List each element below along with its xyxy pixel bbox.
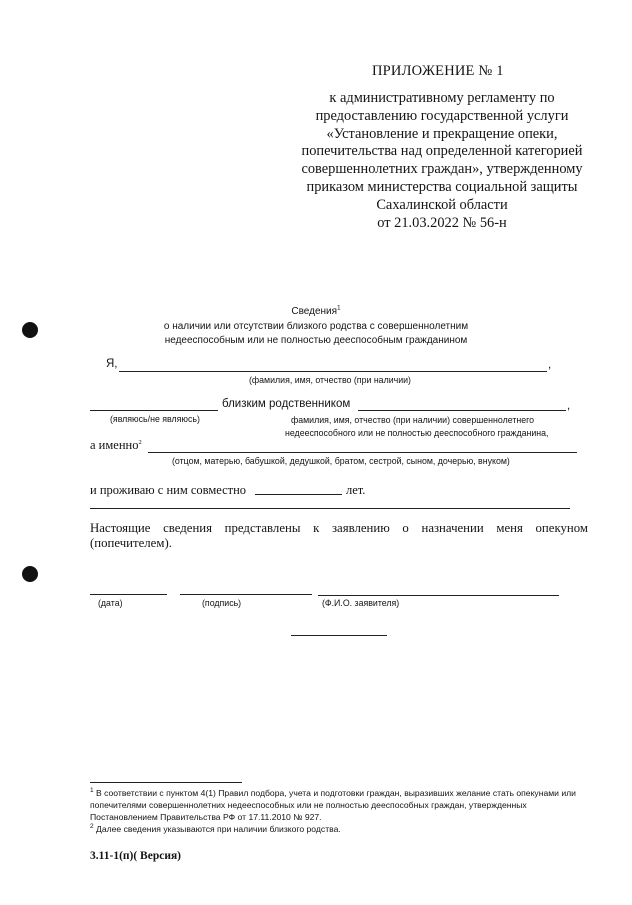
applicant-prefix: Я, [106, 358, 118, 370]
footnote-2 [90, 823, 595, 835]
residence-prefix: и проживаю с ним совместно [90, 483, 247, 497]
footnote-mark: 1 [90, 787, 94, 795]
footnote-mark: 2 [138, 438, 142, 446]
applicant-name-hint: (фамилия, имя, отчество (при наличии) [249, 375, 411, 385]
applicant-fullname-field[interactable] [318, 595, 559, 596]
relative-text: близким родственником [222, 398, 351, 410]
ward-name-field[interactable] [358, 410, 566, 411]
footnote-1 [90, 787, 595, 823]
residence-suffix: лет. [346, 483, 366, 497]
residence-years-field[interactable] [255, 494, 342, 495]
appendix-line: совершеннолетних граждан», утвержденному [301, 161, 583, 178]
appendix-line: Сахалинской области [376, 196, 508, 213]
form-title-text: Сведения [291, 306, 338, 317]
subtitle-line: о наличии или отсутствии близкого родства с совершеннолетним [163, 321, 469, 332]
appendix-line: приказом министерства социальной защиты [306, 178, 578, 195]
applicant-name-field[interactable] [119, 371, 547, 372]
line-comma: , [567, 400, 571, 412]
namely-label [90, 438, 142, 453]
name-hint: (Ф.И.О. заявителя) [322, 598, 400, 608]
date-hint: (дата) [98, 598, 123, 608]
punch-hole-bottom [22, 566, 38, 582]
appendix-heading: ПРИЛОЖЕНИЕ № 1 [372, 63, 504, 79]
appendix-line: от 21.03.2022 № 56-н [377, 214, 507, 231]
footnotes [90, 787, 595, 835]
form-subtitle [0, 320, 632, 348]
subtitle-line: недееспособным или не полностью дееспособным гражданином [164, 335, 468, 346]
footnote-mark: 2 [90, 823, 94, 831]
footnote-text: В соответствии с пунктом 4(1) Правил подбора, учета и подготовки граждан, выразивших желание стать опекунами или попечителями совершеннолетних недееспособных или не полностью дееспособных граждан, утвержденных Постановлением Правительства РФ от 17.11.2010 № 927. [90, 788, 576, 822]
appendix-line: «Установление и прекращение опеки, [326, 125, 558, 142]
am-or-not-field[interactable] [90, 410, 218, 411]
namely-text: а именно [90, 438, 139, 452]
line-comma: , [548, 359, 552, 371]
signature-field[interactable] [180, 594, 312, 595]
appendix-reference [292, 90, 592, 232]
appendix-line: предоставлению государственной услуги [315, 107, 569, 124]
relation-hint: (отцом, матерью, бабушкой, дедушкой, братом, сестрой, сыном, дочерью, внуком) [172, 456, 510, 466]
relation-field[interactable] [148, 452, 577, 453]
footnote-text: Далее сведения указываются при наличии близкого родства. [96, 824, 341, 834]
date-field[interactable] [90, 594, 167, 595]
appendix-line: к административному регламенту по [329, 90, 555, 106]
footnote-separator [90, 782, 242, 783]
appendix-line: попечительства над определенной категорией [301, 143, 583, 160]
form-code: 3.11-1(п)( Версия) [90, 850, 182, 862]
ward-hint-line: фамилия, имя, отчество (при наличии) совершеннолетнего [291, 415, 535, 425]
am-hint: (являюсь/не являюсь) [110, 414, 200, 424]
footnote-mark: 1 [337, 304, 341, 312]
form-title [0, 306, 632, 317]
separator-line [291, 635, 387, 636]
ward-hint-line: недееспособного или не полностью дееспособного гражданина, [285, 428, 549, 438]
blank-line[interactable] [90, 508, 570, 509]
statement-text: Настоящие сведения представлены к заявлению о назначении меня опекуном (попечителем). [90, 521, 588, 550]
signature-hint: (подпись) [202, 598, 242, 608]
